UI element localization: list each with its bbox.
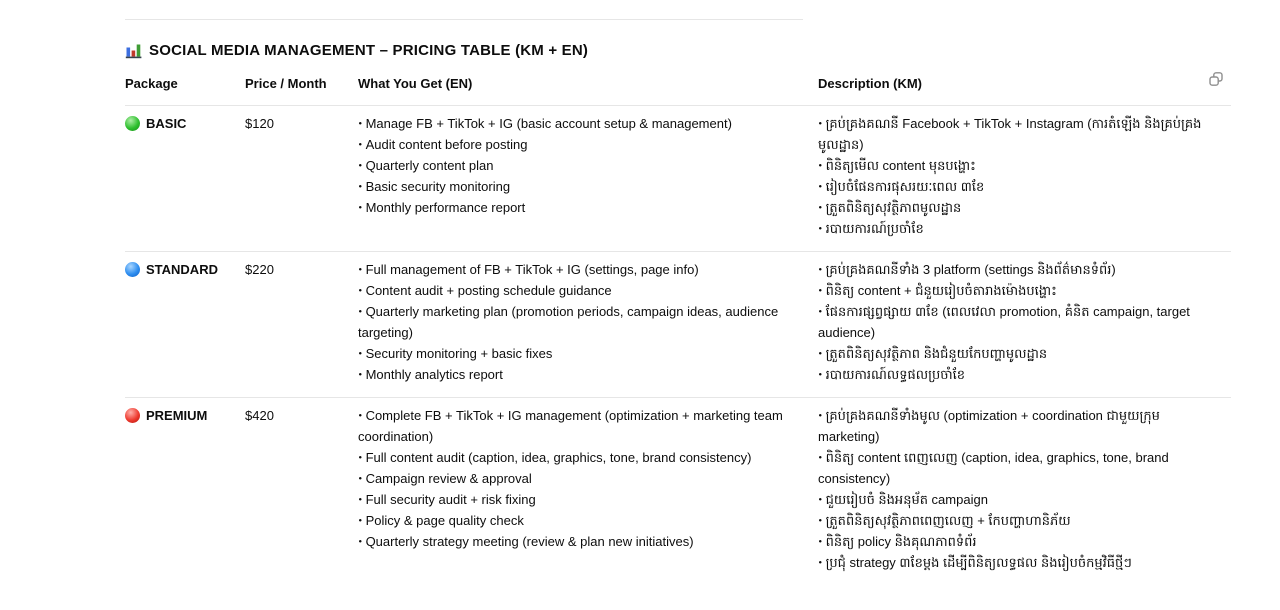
package-cell: [125, 106, 245, 251]
table-row-basic: [125, 105, 1231, 251]
message-content: [125, 19, 1280, 610]
header-price: Price / Month: [245, 76, 327, 91]
feature-item: • Full management of FB + TikTok + IG (settings, page info): [358, 259, 802, 280]
feature-item: • Campaign review & approval: [358, 468, 802, 489]
pricing-table: [125, 73, 1231, 585]
header-description-km: Description (KM): [818, 76, 922, 91]
feature-item: • Quarterly content plan: [358, 155, 802, 176]
feature-item: • ពិនិត្យ content ពេញលេញ (caption, idea, graphics, tone, brand consistency): [818, 447, 1215, 489]
feature-item: • Policy & page quality check: [358, 510, 802, 531]
feature-item: • Full content audit (caption, idea, graphics, tone, brand consistency): [358, 447, 802, 468]
red-circle-icon: [125, 408, 140, 423]
feature-item: • Content audit + posting schedule guidance: [358, 280, 802, 301]
feature-item: • ត្រួតពិនិត្យសុវត្ថិភាព និងជំនួយកែបញ្ហាមូលដ្ឋាន: [818, 343, 1215, 364]
features-en-cell: [358, 252, 818, 397]
feature-item: • ប្រជុំ strategy ៣ខែម្ដង ដើម្បីពិនិត្យលទ្ធផល និងរៀបចំកម្មវិធីថ្មីៗ: [818, 552, 1215, 573]
price-cell: $220: [245, 262, 274, 277]
table-row-standard: [125, 251, 1231, 397]
bar-chart-icon: [125, 42, 142, 59]
feature-item: • របាយការណ៍ប្រចាំខែ: [818, 218, 1215, 239]
features-en-cell: [358, 398, 818, 585]
feature-item: • ពិនិត្យ policy និងគុណភាពទំព័រ: [818, 531, 1215, 552]
feature-item: • Complete FB + TikTok + IG management (optimization + marketing team coordination): [358, 405, 802, 447]
features-km-cell: [818, 252, 1231, 397]
price-cell: $120: [245, 116, 274, 131]
feature-item: • ផែនការផ្សព្វផ្សាយ ៣ខែ (ពេលវេលា promotion, គំនិត campaign, target audience): [818, 301, 1215, 343]
feature-item: • ជួយរៀបចំ និងអនុម័ត campaign: [818, 489, 1215, 510]
feature-item: • របាយការណ៍លទ្ធផលប្រចាំខែ: [818, 364, 1215, 385]
package-cell: [125, 252, 245, 397]
header-what-you-get-en: What You Get (EN): [358, 76, 473, 91]
feature-item: • Manage FB + TikTok + IG (basic account setup & management): [358, 113, 802, 134]
feature-item: • Basic security monitoring: [358, 176, 802, 197]
package-cell: [125, 398, 245, 585]
feature-item: • គ្រប់គ្រងគណនីទាំងមូល (optimization + coordination ជាមួយក្រុម marketing): [818, 405, 1215, 447]
feature-item: • Audit content before posting: [358, 134, 802, 155]
blue-circle-icon: [125, 262, 140, 277]
feature-item: • ត្រួតពិនិត្យសុវត្ថិភាពមូលដ្ឋាន: [818, 197, 1215, 218]
page-title: [125, 42, 1280, 59]
copy-icon: [1207, 70, 1225, 88]
feature-item: • Security monitoring + basic fixes: [358, 343, 802, 364]
package-name: PREMIUM: [146, 408, 208, 423]
page-title-text: SOCIAL MEDIA MANAGEMENT – PRICING TABLE (KM + EN): [149, 42, 589, 59]
features-km-cell: [818, 398, 1231, 585]
feature-item: • Quarterly marketing plan (promotion periods, campaign ideas, audience targeting): [358, 301, 802, 343]
feature-item: • Monthly performance report: [358, 197, 802, 218]
header-package: Package: [125, 76, 178, 91]
feature-item: • Quarterly strategy meeting (review & plan new initiatives): [358, 531, 802, 552]
feature-item: • គ្រប់គ្រងគណនីទាំង 3 platform (settings និងព័ត៌មានទំព័រ): [818, 259, 1215, 280]
features-km-cell: [818, 106, 1231, 251]
package-name: STANDARD: [146, 262, 218, 277]
feature-item: • ត្រួតពិនិត្យសុវត្ថិភាពពេញលេញ + កែបញ្ហាហានិភ័យ: [818, 510, 1215, 531]
table-row-premium: [125, 397, 1231, 585]
feature-item: • រៀបចំផែនការផុសរយៈពេល ៣ខែ: [818, 176, 1215, 197]
table-header-row: [125, 73, 1231, 105]
message-divider-top: [125, 19, 803, 20]
green-circle-icon: [125, 116, 140, 131]
feature-item: • ពិនិត្យ content + ជំនួយរៀបចំតារាងម៉ោងបង្ហោះ: [818, 280, 1215, 301]
package-name: BASIC: [146, 116, 187, 131]
feature-item: • ពិនិត្យមើល content មុនបង្ហោះ: [818, 155, 1215, 176]
feature-item: • គ្រប់គ្រងគណនី Facebook + TikTok + Instagram (ការតំឡើង និងគ្រប់គ្រងមូលដ្ឋាន): [818, 113, 1215, 155]
features-en-cell: [358, 106, 818, 251]
feature-item: • Monthly analytics report: [358, 364, 802, 385]
feature-item: • Full security audit + risk fixing: [358, 489, 802, 510]
price-cell: $420: [245, 408, 274, 423]
copy-table-button[interactable]: [1207, 70, 1225, 88]
